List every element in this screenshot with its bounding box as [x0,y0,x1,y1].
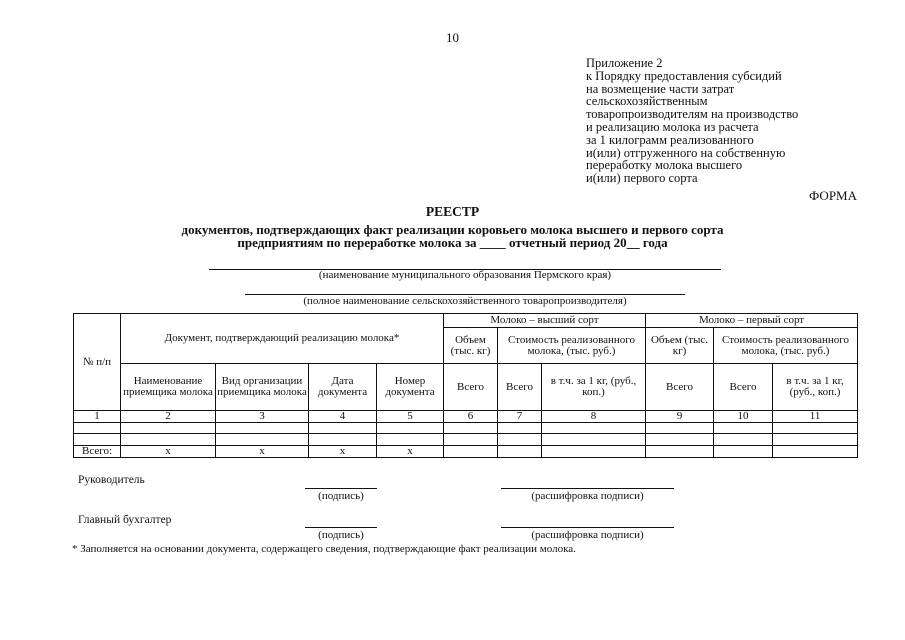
table-cell[interactable] [498,434,542,446]
accountant-signature-line[interactable] [305,527,377,528]
table-cell[interactable] [377,434,444,446]
header-cost-premium: Стоимость реализованного молока, (тыс. руб.) [498,328,646,364]
table-cell[interactable] [646,434,714,446]
total-row [74,446,858,458]
page-number: 10 [446,30,459,45]
table-cell[interactable] [773,423,858,434]
head-label: Руководитель [78,474,145,486]
appendix-line: Приложение 2 [586,56,663,70]
header-receiver-name: Наименование приемщика молока [121,364,216,411]
header-per-kg-premium: в т.ч. за 1 кг, (руб., коп.) [542,364,646,411]
accountant-signature-caption: (подпись) [318,529,364,541]
table-cell[interactable] [498,423,542,434]
header-volume-first: Объем (тыс. кг) [646,328,714,364]
table-cell[interactable] [74,423,121,434]
head-transcript-line[interactable] [501,488,674,489]
total-row-mark: x [121,446,216,458]
table-cell[interactable] [714,446,773,458]
appendix-line: к Порядку предоставления субсидий [586,68,782,83]
table-cell[interactable] [444,434,498,446]
producer-caption: (полное наименование сельскохозяйственного товаропроизводителя) [303,295,627,307]
table-cell[interactable] [542,434,646,446]
column-number: 5 [377,411,444,423]
table-cell[interactable] [216,434,309,446]
table-cell[interactable] [121,434,216,446]
table-cell[interactable] [542,423,646,434]
table-row [74,423,858,434]
table-cell[interactable] [377,423,444,434]
column-number: 8 [542,411,646,423]
column-number: 6 [444,411,498,423]
appendix-line: товаропроизводителям на производство [586,107,799,122]
subtitle-line-1: документов, подтверждающих факт реализации коровьего молока высшего и первого сорта [181,222,724,237]
column-number: 10 [714,411,773,423]
table-cell[interactable] [542,446,646,458]
table-cell[interactable] [309,434,377,446]
column-number: 1 [74,411,121,423]
header-document-group: Документ, подтверждающий реализацию молока* [121,314,444,364]
appendix-line: за 1 килограмм реализованного [586,132,754,147]
accountant-transcript-caption: (расшифровка подписи) [531,529,644,541]
head-signature-line[interactable] [305,488,377,489]
head-transcript-caption: (расшифровка подписи) [531,490,644,502]
table-cell[interactable] [773,434,858,446]
table-cell[interactable] [309,423,377,434]
document-subtitle [100,223,805,249]
header-total: Всего [498,364,542,411]
municipality-caption: (наименование муниципального образования Пермского края) [318,269,612,281]
appendix-line: и реализацию молока из расчета [586,119,759,134]
table-cell[interactable] [498,446,542,458]
header-cost-first: Стоимость реализованного молока, (тыс. руб.) [714,328,858,364]
column-number: 11 [773,411,858,423]
table-cell[interactable] [714,434,773,446]
footnote: * Заполняется на основании документа, содержащего сведения, подтверждающие факт реализации молока. [72,543,576,555]
header-document-date: Дата документа [309,364,377,411]
appendix-line: и(или) отгруженного на собственную [586,145,786,160]
total-row-mark: x [216,446,309,458]
header-organization-type: Вид организации приемщика молока [216,364,309,411]
table-cell[interactable] [74,434,121,446]
column-number: 7 [498,411,542,423]
header-total: Всего [646,364,714,411]
header-per-kg-first: в т.ч. за 1 кг, (руб., коп.) [773,364,858,411]
table-cell[interactable] [444,423,498,434]
subtitle-line-2: предприятиям по переработке молока за ____ отчетный период 20__ года [237,235,668,250]
table-cell[interactable] [444,446,498,458]
appendix-note [586,57,798,185]
column-number: 4 [309,411,377,423]
header-total: Всего [444,364,498,411]
header-number: № п/п [74,314,121,411]
total-row-label: Всего: [74,446,121,458]
table-cell[interactable] [121,423,216,434]
header-volume-premium: Объем (тыс. кг) [444,328,498,364]
accountant-transcript-line[interactable] [501,527,674,528]
appendix-line: на возмещение части затрат [586,81,735,96]
document-title: РЕЕСТР [425,204,480,219]
appendix-line: сельскохозяйственным [586,94,708,109]
column-number: 3 [216,411,309,423]
registry-table [73,313,858,458]
header-premium-group: Молоко – высший сорт [444,314,646,328]
total-row-mark: x [377,446,444,458]
header-first-group: Молоко – первый сорт [646,314,858,328]
accountant-label: Главный бухгалтер [78,514,172,526]
table-cell[interactable] [646,446,714,458]
appendix-line: и(или) первого сорта [586,171,698,186]
table-row [74,434,858,446]
header-document-number: Номер документа [377,364,444,411]
table-cell[interactable] [646,423,714,434]
total-row-mark: x [309,446,377,458]
column-number: 2 [121,411,216,423]
column-number: 9 [646,411,714,423]
form-label: ФОРМА [809,188,857,203]
appendix-line: переработку молока высшего [586,158,743,173]
table-cell[interactable] [216,423,309,434]
head-signature-caption: (подпись) [318,490,364,502]
table-cell[interactable] [773,446,858,458]
header-total: Всего [714,364,773,411]
table-cell[interactable] [714,423,773,434]
